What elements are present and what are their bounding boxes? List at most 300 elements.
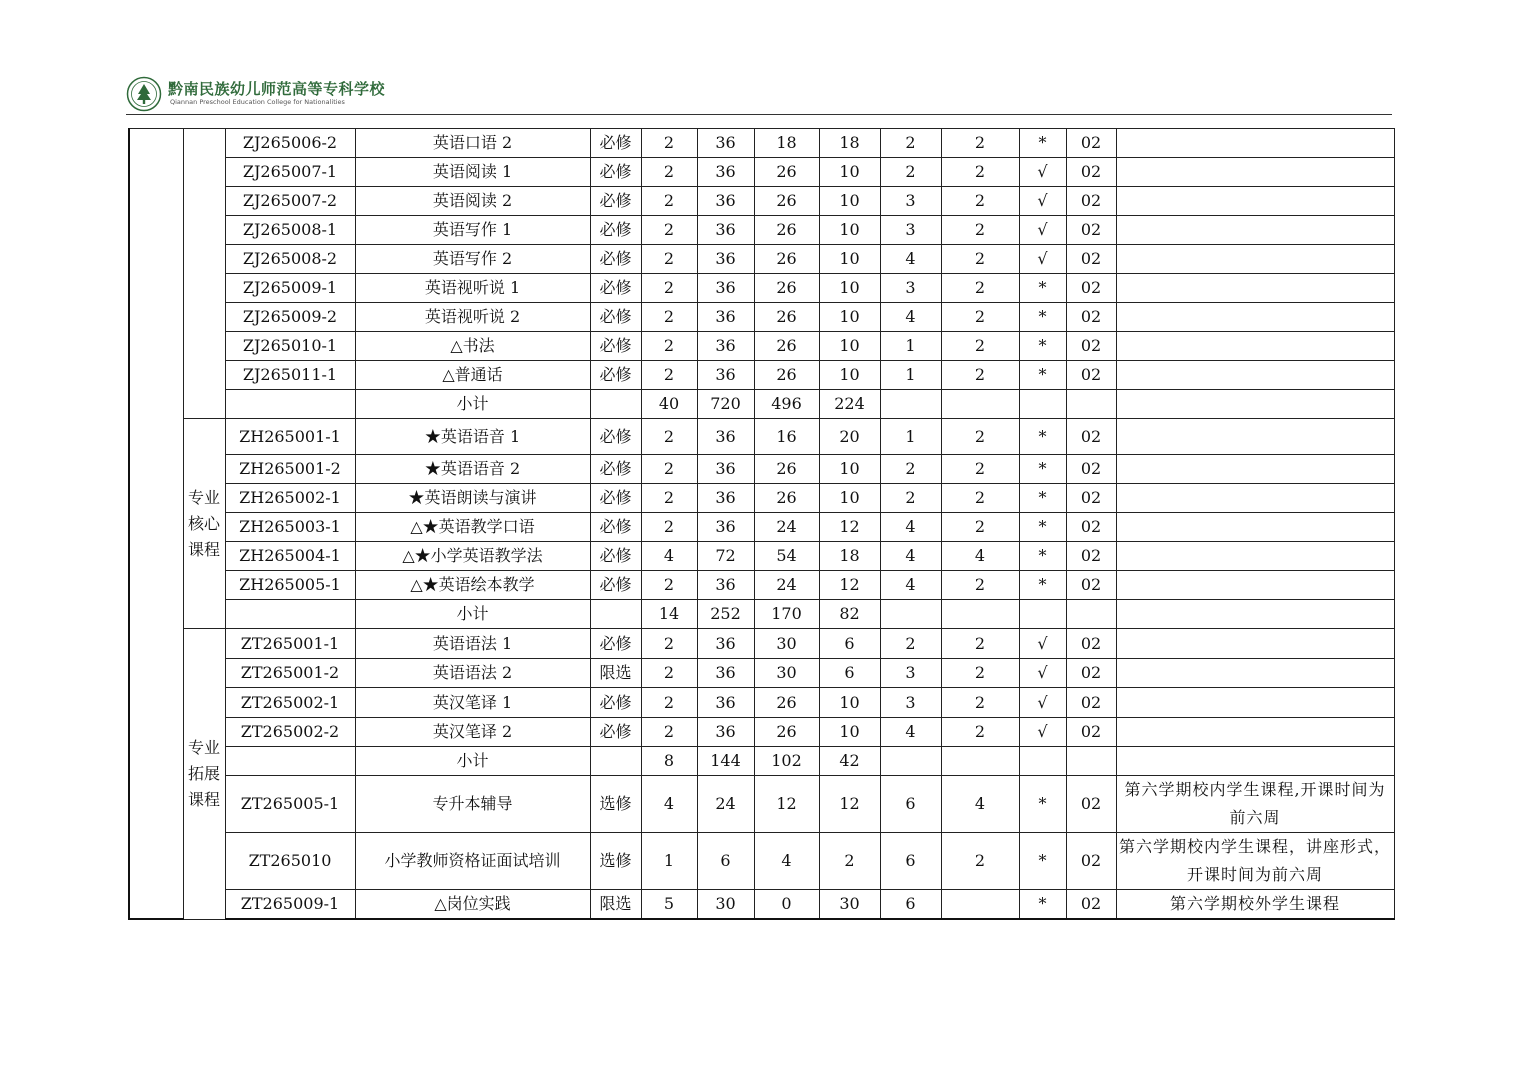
theory-hours: 12 [754,776,819,833]
weekly-hours: 4 [941,776,1019,833]
dept-code: 02 [1066,303,1116,332]
semester: 4 [880,542,941,571]
practice-hours: 6 [819,659,880,688]
table-row [129,629,1394,659]
practice-hours: 10 [819,688,880,718]
course-code [225,747,355,776]
remark [1116,455,1394,484]
table-row [129,303,1394,332]
total-hours: 36 [697,245,754,274]
dept-code [1066,390,1116,419]
semester: 2 [880,455,941,484]
remark: 第六学期校内学生课程,开课时间为前六周 [1116,776,1394,833]
credit: 2 [641,718,697,747]
course-code: ZT265005-1 [225,776,355,833]
total-hours: 36 [697,129,754,158]
course-code: ZH265001-1 [225,419,355,455]
table-row [129,245,1394,274]
total-hours: 36 [697,419,754,455]
weekly-hours: 2 [941,332,1019,361]
course-name: △★英语绘本教学 [355,571,590,600]
course-name: △★小学英语教学法 [355,542,590,571]
weekly-hours [941,890,1019,920]
exam-type: √ [1019,688,1066,718]
remark [1116,659,1394,688]
semester: 3 [880,187,941,216]
remark [1116,158,1394,187]
course-code: ZT265002-2 [225,718,355,747]
course-type: 必修 [590,361,641,390]
dept-code [1066,747,1116,776]
weekly-hours [941,390,1019,419]
practice-hours: 6 [819,629,880,659]
credit: 2 [641,129,697,158]
dept-code: 02 [1066,484,1116,513]
subtotal-row [129,600,1394,629]
table-row [129,659,1394,688]
course-type: 必修 [590,129,641,158]
course-code: ZJ265008-1 [225,216,355,245]
remark [1116,245,1394,274]
group-label-line: 课程 [187,539,220,559]
exam-type [1019,600,1066,629]
semester: 2 [880,129,941,158]
theory-hours: 18 [754,129,819,158]
course-name: 英语阅读 2 [355,187,590,216]
practice-hours: 12 [819,776,880,833]
total-hours: 72 [697,542,754,571]
theory-hours: 102 [754,747,819,776]
course-code: ZJ265009-1 [225,274,355,303]
remark [1116,390,1394,419]
semester: 4 [880,718,941,747]
course-code: ZT265002-1 [225,688,355,718]
course-name: 英语写作 1 [355,216,590,245]
remark [1116,274,1394,303]
theory-hours: 30 [754,629,819,659]
course-code: ZJ265009-2 [225,303,355,332]
weekly-hours: 2 [941,688,1019,718]
course-code: ZH265001-2 [225,455,355,484]
credit: 2 [641,187,697,216]
course-type: 必修 [590,718,641,747]
credit: 4 [641,776,697,833]
credit: 2 [641,659,697,688]
dept-code: 02 [1066,833,1116,890]
course-code: ZJ265006-2 [225,129,355,158]
exam-type: √ [1019,187,1066,216]
theory-hours: 26 [754,332,819,361]
table-row [129,484,1394,513]
semester: 2 [880,158,941,187]
dept-code: 02 [1066,629,1116,659]
group-cell-core [183,419,225,629]
page-header [126,72,1392,114]
practice-hours: 10 [819,718,880,747]
credit: 2 [641,158,697,187]
course-type: 必修 [590,216,641,245]
remark [1116,629,1394,659]
course-code [225,390,355,419]
weekly-hours: 4 [941,542,1019,571]
course-name: 英语写作 2 [355,245,590,274]
course-type [590,747,641,776]
weekly-hours: 2 [941,245,1019,274]
theory-hours: 0 [754,890,819,920]
practice-hours: 10 [819,361,880,390]
theory-hours: 26 [754,303,819,332]
theory-hours: 26 [754,187,819,216]
remark [1116,542,1394,571]
school-name: 黔南民族幼儿师范高等专科学校 [168,80,386,98]
group-label-line: 核心 [187,513,220,533]
credit: 2 [641,484,697,513]
credit: 2 [641,332,697,361]
course-type: 必修 [590,158,641,187]
total-hours: 36 [697,158,754,187]
course-code: ZT265001-1 [225,629,355,659]
dept-code: 02 [1066,332,1116,361]
theory-hours: 170 [754,600,819,629]
dept-code: 02 [1066,513,1116,542]
credit: 1 [641,833,697,890]
subtotal-row [129,747,1394,776]
dept-code: 02 [1066,216,1116,245]
dept-code: 02 [1066,718,1116,747]
course-name: 专升本辅导 [355,776,590,833]
course-name: 小学教师资格证面试培训 [355,833,590,890]
exam-type [1019,747,1066,776]
total-hours: 30 [697,890,754,920]
total-hours: 36 [697,513,754,542]
course-type: 必修 [590,571,641,600]
table-row [129,542,1394,571]
weekly-hours: 2 [941,484,1019,513]
exam-type: * [1019,484,1066,513]
course-type: 必修 [590,332,641,361]
total-hours: 144 [697,747,754,776]
course-type: 必修 [590,513,641,542]
practice-hours: 10 [819,245,880,274]
exam-type: * [1019,513,1066,542]
exam-type: √ [1019,659,1066,688]
weekly-hours: 2 [941,571,1019,600]
course-name: 英语语法 2 [355,659,590,688]
total-hours: 36 [697,187,754,216]
table-row [129,332,1394,361]
exam-type: * [1019,303,1066,332]
theory-hours: 16 [754,419,819,455]
course-type: 必修 [590,245,641,274]
dept-code: 02 [1066,158,1116,187]
credit: 14 [641,600,697,629]
total-hours: 36 [697,629,754,659]
course-type: 选修 [590,776,641,833]
dept-code [1066,600,1116,629]
group-label-line: 专业 [187,737,220,757]
practice-hours: 18 [819,129,880,158]
course-type [590,600,641,629]
exam-type: √ [1019,245,1066,274]
credit: 8 [641,747,697,776]
course-type: 必修 [590,688,641,718]
practice-hours: 30 [819,890,880,920]
theory-hours: 496 [754,390,819,419]
dept-code: 02 [1066,776,1116,833]
table-row [129,187,1394,216]
credit: 2 [641,571,697,600]
practice-hours: 224 [819,390,880,419]
practice-hours: 10 [819,455,880,484]
course-type [590,390,641,419]
dept-code: 02 [1066,361,1116,390]
remark [1116,332,1394,361]
practice-hours: 12 [819,571,880,600]
practice-hours: 10 [819,187,880,216]
semester: 6 [880,890,941,920]
group-label-line: 专业 [187,487,220,507]
total-hours: 36 [697,659,754,688]
semester: 2 [880,484,941,513]
remark [1116,571,1394,600]
theory-hours: 26 [754,245,819,274]
practice-hours: 18 [819,542,880,571]
total-hours: 252 [697,600,754,629]
exam-type [1019,390,1066,419]
dept-code: 02 [1066,890,1116,920]
course-code: ZT265001-2 [225,659,355,688]
course-type: 必修 [590,455,641,484]
total-hours: 36 [697,484,754,513]
total-hours: 36 [697,274,754,303]
theory-hours: 26 [754,361,819,390]
dept-code: 02 [1066,571,1116,600]
credit: 2 [641,216,697,245]
exam-type: √ [1019,718,1066,747]
theory-hours: 24 [754,513,819,542]
course-type: 必修 [590,303,641,332]
semester: 4 [880,245,941,274]
dept-code: 02 [1066,187,1116,216]
credit: 5 [641,890,697,920]
course-code: ZJ265007-1 [225,158,355,187]
practice-hours: 10 [819,332,880,361]
semester: 4 [880,303,941,332]
theory-hours: 30 [754,659,819,688]
remark [1116,513,1394,542]
remark: 第六学期校内学生课程，讲座形式，开课时间为前六周 [1116,833,1394,890]
dept-code: 02 [1066,455,1116,484]
practice-hours: 2 [819,833,880,890]
semester: 6 [880,833,941,890]
weekly-hours: 2 [941,158,1019,187]
course-name: 小计 [355,600,590,629]
total-hours: 36 [697,361,754,390]
credit: 4 [641,542,697,571]
table-row [129,688,1394,718]
table-row [129,513,1394,542]
semester: 2 [880,629,941,659]
credit: 2 [641,688,697,718]
credit: 2 [641,361,697,390]
exam-type: * [1019,833,1066,890]
semester: 1 [880,332,941,361]
exam-type: * [1019,274,1066,303]
course-type: 必修 [590,274,641,303]
semester: 1 [880,361,941,390]
table-row [129,274,1394,303]
table-row [129,158,1394,187]
course-code: ZJ265007-2 [225,187,355,216]
remark [1116,361,1394,390]
theory-hours: 26 [754,484,819,513]
theory-hours: 26 [754,274,819,303]
table-row [129,129,1394,158]
practice-hours: 10 [819,303,880,332]
practice-hours: 10 [819,158,880,187]
theory-hours: 26 [754,455,819,484]
credit: 40 [641,390,697,419]
weekly-hours [941,747,1019,776]
course-name: 英汉笔译 1 [355,688,590,718]
semester [880,747,941,776]
course-type: 选修 [590,833,641,890]
exam-type: √ [1019,629,1066,659]
dept-code: 02 [1066,274,1116,303]
course-code: ZH265002-1 [225,484,355,513]
semester: 4 [880,513,941,542]
weekly-hours: 2 [941,361,1019,390]
header-divider [126,114,1392,115]
remark [1116,216,1394,245]
exam-type: * [1019,455,1066,484]
weekly-hours: 2 [941,129,1019,158]
course-name: △书法 [355,332,590,361]
semester: 3 [880,274,941,303]
remark [1116,688,1394,718]
course-name: 英语视听说 1 [355,274,590,303]
course-type: 必修 [590,419,641,455]
exam-type: * [1019,776,1066,833]
practice-hours: 10 [819,216,880,245]
table-row [129,361,1394,390]
theory-hours: 26 [754,158,819,187]
theory-hours: 26 [754,718,819,747]
weekly-hours: 2 [941,455,1019,484]
total-hours: 36 [697,718,754,747]
remark [1116,718,1394,747]
exam-type: * [1019,361,1066,390]
credit: 2 [641,245,697,274]
weekly-hours: 2 [941,718,1019,747]
dept-code: 02 [1066,688,1116,718]
semester [880,390,941,419]
weekly-hours: 2 [941,659,1019,688]
table-row [129,419,1394,455]
course-code: ZJ265011-1 [225,361,355,390]
total-hours: 36 [697,571,754,600]
group-label-line: 拓展 [187,763,220,783]
practice-hours: 42 [819,747,880,776]
semester [880,600,941,629]
remark [1116,187,1394,216]
theory-hours: 26 [754,216,819,245]
total-hours: 36 [697,216,754,245]
exam-type: * [1019,890,1066,920]
semester: 3 [880,659,941,688]
course-code: ZT265009-1 [225,890,355,920]
weekly-hours: 2 [941,216,1019,245]
practice-hours: 82 [819,600,880,629]
dept-code: 02 [1066,129,1116,158]
total-hours: 6 [697,833,754,890]
group-label-line: 课程 [187,789,220,809]
weekly-hours: 2 [941,513,1019,542]
exam-type: * [1019,129,1066,158]
credit: 2 [641,274,697,303]
dept-code: 02 [1066,659,1116,688]
course-code [225,600,355,629]
table-row [129,833,1394,890]
dept-code: 02 [1066,542,1116,571]
course-code: ZJ265010-1 [225,332,355,361]
theory-hours: 26 [754,688,819,718]
course-code: ZJ265008-2 [225,245,355,274]
group-cell-basic [183,129,225,419]
theory-hours: 4 [754,833,819,890]
semester: 1 [880,419,941,455]
course-code: ZT265010 [225,833,355,890]
course-name: △岗位实践 [355,890,590,920]
course-name: 英语口语 2 [355,129,590,158]
remark [1116,747,1394,776]
practice-hours: 10 [819,274,880,303]
credit: 2 [641,419,697,455]
theory-hours: 54 [754,542,819,571]
remark [1116,419,1394,455]
exam-type: * [1019,419,1066,455]
weekly-hours [941,600,1019,629]
subtotal-row [129,390,1394,419]
weekly-hours: 2 [941,629,1019,659]
course-name: 英语视听说 2 [355,303,590,332]
total-hours: 36 [697,332,754,361]
course-type: 必修 [590,484,641,513]
exam-type: * [1019,571,1066,600]
remark [1116,303,1394,332]
course-type: 限选 [590,659,641,688]
course-table [128,128,1395,920]
course-code: ZH265004-1 [225,542,355,571]
semester: 6 [880,776,941,833]
course-type: 限选 [590,890,641,920]
course-name: △★英语教学口语 [355,513,590,542]
course-type: 必修 [590,542,641,571]
remark [1116,600,1394,629]
total-hours: 36 [697,688,754,718]
table-row [129,718,1394,747]
weekly-hours: 2 [941,303,1019,332]
total-hours: 720 [697,390,754,419]
dept-code: 02 [1066,419,1116,455]
remark: 第六学期校外学生课程 [1116,890,1394,920]
course-type: 必修 [590,187,641,216]
exam-type: √ [1019,216,1066,245]
table-row [129,216,1394,245]
table-row [129,571,1394,600]
credit: 2 [641,455,697,484]
course-type: 必修 [590,629,641,659]
